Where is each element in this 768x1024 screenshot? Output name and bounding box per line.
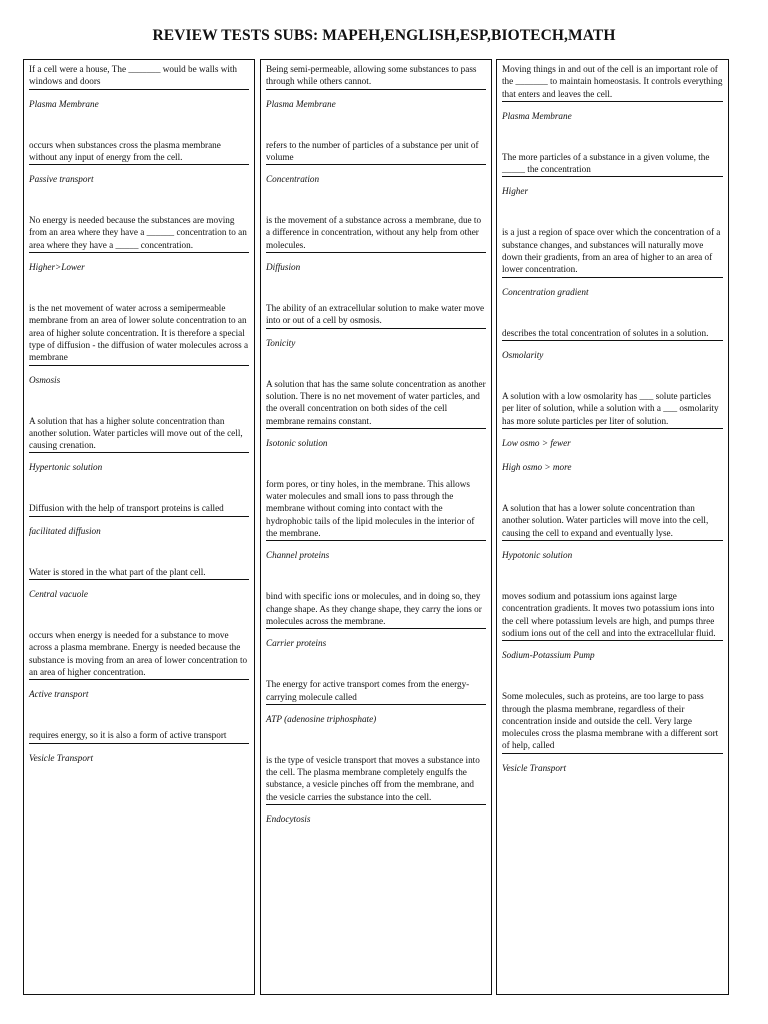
review-card [266, 753, 486, 853]
question-text: No energy is needed because the substances are moving from an area where they have a ______ concentration to an area where they have a _____ concentration. [29, 213, 249, 253]
answer-text: Carrier proteins [266, 638, 327, 649]
answer-text: Vesicle Transport [502, 762, 567, 773]
review-card [29, 62, 249, 138]
question-text: Some molecules, such as proteins, are too large to pass through the plasma membrane, regardless of their concentration inside and outside the cell. Very large molecules cross the plasma membrane with a different sort of help, called [502, 689, 723, 753]
answer-text: Central vacuole [29, 589, 88, 600]
review-card [266, 477, 486, 589]
review-card [266, 213, 486, 301]
question-text: A solution with a low osmolarity has ___ solute particles per liter of solution, while a solution with a ___ osmolarity has more solute particles per liter of solution. [502, 389, 723, 429]
question-text: moves sodium and potassium ions against large concentration gradients. It moves two potassium ions into the cell where potassium levels are high, and pumps three sodium ions out of the cell and into the extracellular fluid. [502, 589, 723, 641]
page-title: REVIEW TESTS SUBS: MAPEH,ENGLISH,ESP,BIOTECH,MATH [152, 27, 616, 44]
answer-text: Tonicity [266, 337, 296, 348]
review-card [266, 589, 486, 677]
answer-text: Active transport [29, 689, 89, 700]
question-text: occurs when substances cross the plasma membrane without any input of energy from the cell. [29, 138, 249, 166]
question-text: Being semi-permeable, allowing some substances to pass through while others cannot. [266, 62, 486, 90]
answer-text-secondary: High osmo > more [502, 462, 572, 473]
question-text: If a cell were a house, The _______ would be walls with windows and doors [29, 62, 249, 90]
answer-text: Low osmo > fewer [502, 437, 571, 448]
review-card [266, 62, 486, 138]
question-text: describes the total concentration of solutes in a solution. [502, 326, 723, 341]
question-text: A solution that has a lower solute concentration than another solution. Water particles will move into the cell, causing the cell to expand and eventually lyse. [502, 501, 723, 541]
answer-text: Concentration gradient [502, 286, 589, 297]
answer-text: Hypertonic solution [29, 462, 103, 473]
answer-text: Diffusion [266, 262, 301, 273]
question-text: A solution that has a higher solute concentration than another solution. Water particles will move out of the cell, causing crenation. [29, 414, 249, 454]
answer-text: Endocytosis [266, 814, 311, 825]
question-text: refers to the number of particles of a substance per unit of volume [266, 138, 486, 166]
answer-text: Channel proteins [266, 550, 330, 561]
question-text: bind with specific ions or molecules, and in doing so, they change shape. As they change shape, they carry the ions or molecules across the membrane. [266, 589, 486, 629]
review-card [502, 501, 723, 589]
answer-text: Isotonic solution [266, 437, 328, 448]
answer-text: Higher>Lower [29, 262, 85, 273]
review-card [29, 728, 249, 791]
review-card [29, 501, 249, 564]
question-text: requires energy, so it is also a form of active transport [29, 728, 249, 743]
review-card [502, 326, 723, 389]
question-text: Water is stored in the what part of the plant cell. [29, 565, 249, 580]
review-card [29, 628, 249, 728]
review-card [29, 565, 249, 628]
answer-text: Higher [502, 186, 529, 197]
answer-text: ATP (adenosine triphosphate) [266, 713, 377, 724]
question-text: The energy for active transport comes from the energy-carrying molecule called [266, 677, 486, 705]
answer-text: Concentration [266, 174, 320, 185]
review-card [266, 138, 486, 214]
review-card [29, 414, 249, 502]
question-text: is the type of vesicle transport that moves a substance into the cell. The plasma membrane completely engulfs the substance, a vesicle pinches off from the membrane, and the vesicle carries the substance into the cell. [266, 753, 486, 805]
review-card [502, 589, 723, 689]
answer-text: Plasma Membrane [266, 98, 336, 109]
review-card [266, 677, 486, 753]
review-card [502, 389, 723, 501]
answer-text: Plasma Membrane [502, 110, 572, 121]
answer-text: Hypotonic solution [502, 550, 573, 561]
review-card [502, 225, 723, 325]
review-card [29, 138, 249, 214]
review-card [29, 213, 249, 301]
answer-text: Sodium-Potassium Pump [502, 650, 595, 661]
question-text: The more particles of a substance in a given volume, the _____ the concentration [502, 150, 723, 178]
review-column-1 [23, 59, 255, 995]
answer-text: facilitated diffusion [29, 525, 101, 536]
question-text: form pores, or tiny holes, in the membrane. This allows water molecules and small ions to pass through the membrane without coming into contact with the hydrophobic tails of the lipid molecules in the interior of the membrane. [266, 477, 486, 541]
question-text: The ability of an extracellular solution to make water move into or out of a cell by osmosis. [266, 301, 486, 329]
review-card [502, 62, 723, 150]
question-text: occurs when energy is needed for a substance to move across a plasma membrane. Energy is needed because the substance is moving from an area of lower concentration to an area of higher concentration. [29, 628, 249, 680]
review-column-2 [260, 59, 492, 995]
question-text: is a just a region of space over which the concentration of a substance changes, and substances will naturally move down their gradients, from an area of higher to an area of lower concentration. [502, 225, 723, 277]
review-card [29, 301, 249, 413]
answer-text: Vesicle Transport [29, 752, 94, 763]
question-text: is the net movement of water across a semipermeable membrane from an area of lower solute concentration to an area of higher solute concentration. It is therefore a special type of diffusion - the diffusion of water molecules across a membrane [29, 301, 249, 365]
answer-text: Osmolarity [502, 349, 544, 360]
review-card [266, 377, 486, 477]
review-column-3 [496, 59, 729, 995]
question-text: Moving things in and out of the cell is an important role of the _______ to maintain homeostasis. It controls everything that enters and leaves the cell. [502, 62, 723, 102]
question-text: A solution that has the same solute concentration as another solution. There is no net movement of water particles, and the overall concentration on both sides of the cell membrane remains constant. [266, 377, 486, 429]
question-text: Diffusion with the help of transport proteins is called [29, 501, 249, 516]
review-card [502, 689, 723, 801]
review-card [502, 150, 723, 226]
question-text: is the movement of a substance across a membrane, due to a difference in concentration, without any help from other molecules. [266, 213, 486, 253]
answer-text: Plasma Membrane [29, 98, 99, 109]
review-card [266, 301, 486, 377]
answer-text: Osmosis [29, 374, 61, 385]
answer-text: Passive transport [29, 174, 94, 185]
